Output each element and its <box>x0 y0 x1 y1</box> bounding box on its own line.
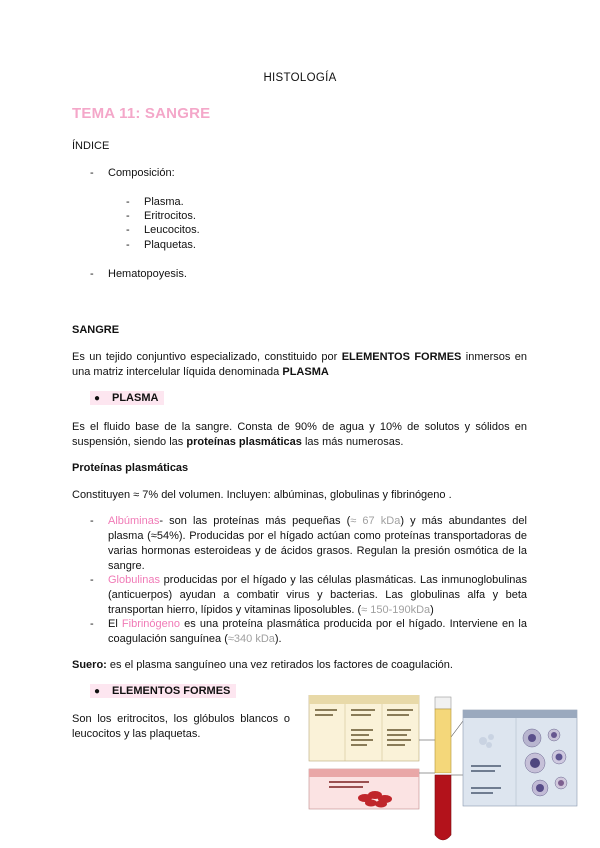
indice-subitem: - Plasma. <box>126 196 184 208</box>
albuminas-item: Albúminas- son las proteínas más pequeñas (≈ 67 kDa) y más abundantes del plasma (≈54%). Producidas por el hígado actúan como proteínas transportadoras de varias hormonas esteroideas y de ácidos grasos. Regulan la presión osmótica de la sangre. <box>108 515 527 572</box>
elementos-heading: ● ELEMENTOS FORMES <box>90 684 236 699</box>
elementos-paragraph: Son los eritrocitos, los glóbulos blancos o leucocitos y las plaquetas. <box>72 713 290 740</box>
fibrinogeno-item: El Fibrinógeno es una proteína plasmática producida por el hígado. Interviene en la coagulación sanguínea (≈340 kDa). <box>108 618 527 645</box>
proteinas-heading: Proteínas plasmáticas <box>72 462 189 474</box>
indice-item-hematopoyesis: - Hematopoyesis. <box>90 268 187 280</box>
plasma-heading: ● PLASMA <box>90 391 164 406</box>
indice-heading: ÍNDICE <box>72 140 110 152</box>
list-dash: - <box>90 515 94 527</box>
globulinas-item: Globulinas producidas por el hígado y las células plasmáticas. Las inmunoglobulinas (anticuerpos) ayudan a combatir virus y bacterias. Las globulinas alfa y beta transportan hierro, lípidos y vitaminas liposolubles. (≈ 150-190kDa) <box>108 574 527 616</box>
document-title: HISTOLOGÍA <box>263 72 337 84</box>
list-dash: - <box>90 574 94 586</box>
indice-subitem: - Leucocitos. <box>126 224 200 236</box>
indice-subitem: - Plaquetas. <box>126 239 196 251</box>
indice-item-composicion: - Composición: <box>90 167 175 179</box>
tema-title: TEMA 11: SANGRE <box>72 105 211 122</box>
sangre-heading: SANGRE <box>72 324 120 336</box>
list-dash: - <box>90 618 94 630</box>
sangre-paragraph: Es un tejido conjuntivo especializado, constituido por ELEMENTOS FORMES inmersos en una matriz intercelular líquida denominada PLASMA <box>72 351 527 378</box>
proteinas-intro: Constituyen ≈ 7% del volumen. Incluyen: albúminas, globulinas y fibrinógeno . <box>72 489 452 501</box>
plasma-paragraph: Es el fluido base de la sangre. Consta de 90% de agua y 10% de solutos y sólidos en suspensión, siendo las proteínas plasmáticas las más numerosas. <box>72 421 527 448</box>
suero-paragraph: Suero: es el plasma sanguíneo una vez retirados los factores de coagulación. <box>72 659 453 671</box>
blood-composition-figure <box>307 695 579 845</box>
indice-subitem: - Eritrocitos. <box>126 210 196 222</box>
